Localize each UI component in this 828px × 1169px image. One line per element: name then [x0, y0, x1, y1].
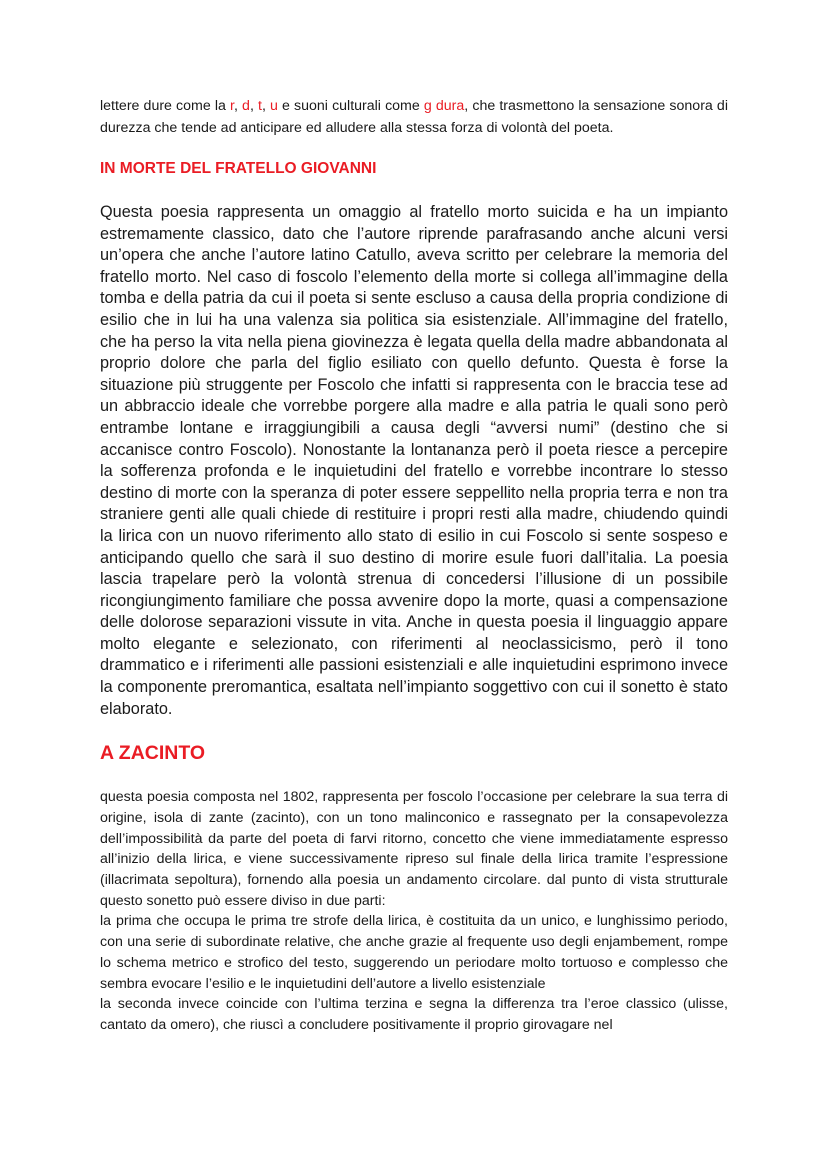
section-body-a-zacinto	[100, 787, 728, 1035]
section-heading-fratello-giovanni: IN MORTE DEL FRATELLO GIOVANNI	[100, 160, 377, 177]
section-body-fratello-giovanni: Questa poesia rappresenta un omaggio al fratello morto suicida e ha un impianto estremamente classico, dato che l’autore riprende parafrasando anche alcuni versi un’opera che anche l’autore latino Catullo, aveva scritto per celebrare la memoria del fratello morto. Nel caso di foscolo l’elemento della morte si collega all’immagine della tomba e della patria da cui il poeta si sente escluso a causa della propria condizione di esilio che in lui ha una valenza sia politica sia esistenziale. All’immagine del fratello, che ha perso la vita nella piena giovinezza è legata quella della madre abbandonata al proprio dolore che parla del figlio esiliato con quello defunto. Questa è forse la situazione più struggente per Foscolo che infatti si rappresenta con le braccia tese ad un abbraccio ideale che vorrebbe porgere alla madre e alla patria le quali sono però entrambe lontane e irraggiungibili a causa degli “avversi numi” (destino che si accanisce contro Foscolo). Nonostante la lontananza però il poeta riesce a percepire la sofferenza profonda e le inquietudini del fratello e vorrebbe incontrare lo stesso destino di morte con la speranza di poter essere seppellito nella propria terra e non tra straniere genti alle quali chiede di restituire i propri resti alla madre, chiudendo quindi la lirica con un nuovo riferimento allo stato di esilio in cui Foscolo si sente sospeso e anticipando quello che sarà il suo destino di morire esule fuori dall’italia. La poesia lascia trapelare però la volontà strenua di concedersi l’illusione di un possibile ricongiungimento familiare che possa avvenire dopo la morte, quasi a compensazione delle dolorose separazioni vissute in vita. Anche in questa poesia il linguaggio appare molto elegante e selezionato, con riferimenti al neoclassicismo, però il tono drammatico e i riferimenti alle passioni esistenziali e alle inquietudini esprimono invece la componente preromantica, esaltata nell’impianto soggettivo con cui il sonetto è stato elaborato.	[100, 203, 728, 718]
paragraph: questa poesia composta nel 1802, rappresenta per foscolo l’occasione per celebrare la sua terra di origine, isola di zante (zacinto), con un tono malinconico e rassegnato per la consapevolezza dell’impossibilità da parte del poeta di farvi ritorno, concetto che viene immediatamente espresso all’inizio della lirica, e viene successivamente ripreso sul finale della lirica tramite l’espressione (illacrimata sepoltura), fornendo alla poesia un andamento circolare. dal punto di vista strutturale questo sonetto può essere diviso in due parti:	[100, 789, 728, 909]
section-heading-a-zacinto: A ZACINTO	[100, 742, 206, 765]
highlight-letter-u: u	[270, 98, 278, 114]
highlight-letter-t: t	[258, 98, 262, 114]
paragraph: la seconda invece coincide con l’ultima terzina e segna la differenza tra l’eroe classico (ulisse, cantato da omero), che riuscì a concludere positivamente il proprio girovagare nel	[100, 996, 728, 1033]
intro-separator: ,	[233, 98, 243, 114]
highlight-letter-d: d	[242, 98, 250, 114]
highlight-letter-r: r	[230, 98, 234, 114]
intro-text-2: e suoni culturali come	[277, 98, 424, 114]
paragraph: la prima che occupa le prima tre strofe della lirica, è costituita da un unico, e lunghissimo periodo, con una serie di subordinate relative, che anche grazie al frequente uso degli enjambement, rompe lo schema metrico e strofico del testo, suggerendo un periodare molto tortuoso e complesso che sembra evocare l’esilio e le inquietudini dell’autore a livello esistenziale	[100, 913, 728, 992]
intro-paragraph	[100, 96, 728, 139]
intro-separator: ,	[249, 98, 258, 114]
intro-text-3: , che trasmettono la sensazione sonora di durezza che tende ad anticipare ed alludere alla stessa forza di volontà del poeta.	[100, 98, 728, 136]
intro-text-1: lettere dure come la	[100, 98, 231, 114]
highlight-g-dura: g dura	[423, 98, 465, 114]
intro-separator: ,	[261, 98, 271, 114]
